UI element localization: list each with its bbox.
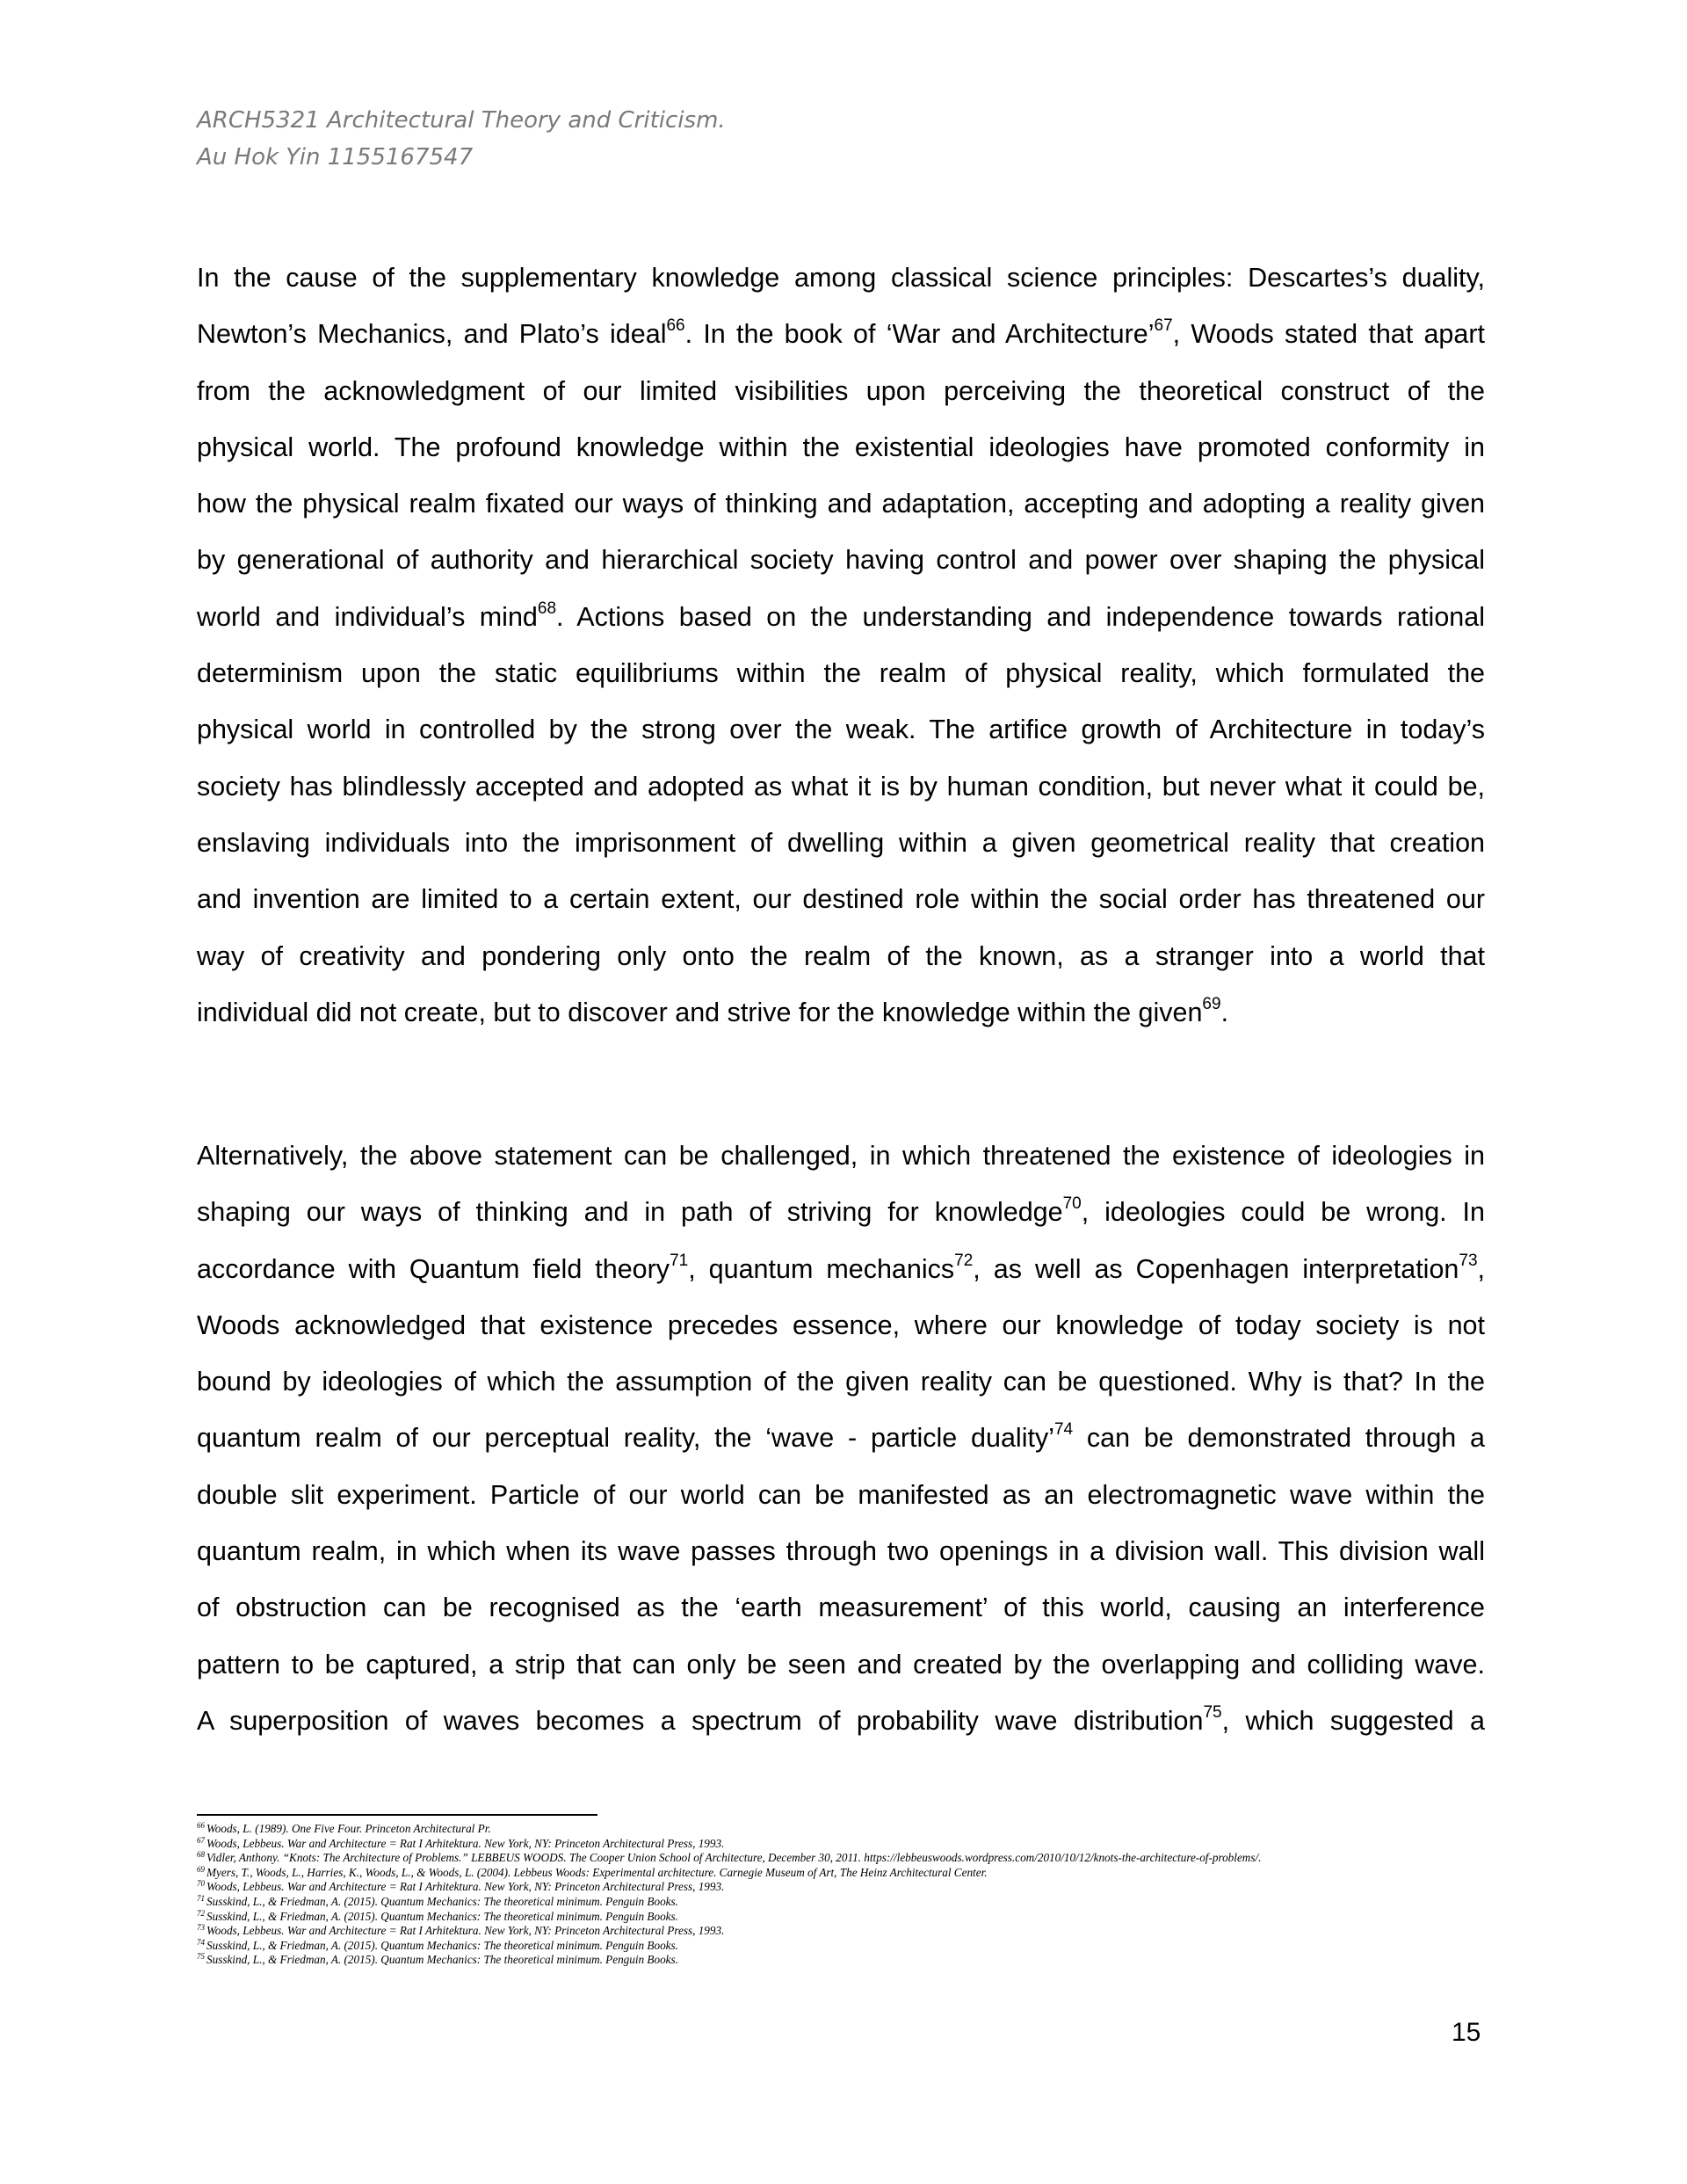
footnote-text: Susskind, L., & Friedman, A. (2015). Quantum Mechanics: The theoretical minimum. Penguin Books. — [206, 1953, 678, 1967]
text-line: from the acknowledgment of our limited visibilities upon perceiving the theoretical construct of the — [197, 375, 1485, 406]
text-line — [197, 1184, 1485, 1240]
text-line: Woods acknowledged that existence precedes essence, where our knowledge of today society is not — [197, 1310, 1485, 1340]
footnote-ref[interactable]: 73 — [1459, 1251, 1478, 1270]
footnote-separator — [197, 1814, 597, 1816]
footnote — [197, 1924, 1485, 1939]
author-line: Au Hok Yin 1155167547 — [197, 144, 474, 171]
text-span: . In the book of ‘War and Architecture’ — [684, 319, 1155, 350]
footnote-ref[interactable]: 70 — [1062, 1194, 1082, 1214]
footnote-number: 67 — [197, 1835, 205, 1845]
text-line: pattern to be captured, a strip that can only be seen and created by the overlapping and colliding wave. — [197, 1649, 1485, 1680]
text-line: society has blindlessly accepted and adopted as what it is by human condition, but never what it could be, — [197, 771, 1485, 802]
footnote-ref[interactable]: 75 — [1203, 1702, 1222, 1722]
text-line: Alternatively, the above statement can be challenged, in which threatened the existence of ideologies in — [197, 1141, 1485, 1171]
text-span: . Actions based on the understanding and independence towards rational — [556, 601, 1485, 632]
page-header — [197, 102, 988, 176]
text-line-last — [197, 984, 1485, 1041]
footnote — [197, 1910, 1485, 1925]
footnotes — [197, 1822, 1485, 1968]
text-line — [197, 1410, 1485, 1466]
text-line: physical world in controlled by the strong over the weak. The artifice growth of Architecture in today’s — [197, 715, 1485, 745]
text-line — [197, 306, 1485, 362]
text-line: way of creativity and pondering only onto the realm of the known, as a stranger into a world that — [197, 940, 1485, 971]
text-span: quantum realm of our perceptual reality, the ‘wave - particle duality’ — [197, 1423, 1054, 1454]
text-span: accordance with Quantum field theory — [197, 1253, 670, 1284]
text-line: of obstruction can be recognised as the ‘earth measurement’ of this world, causing an interference — [197, 1593, 1485, 1623]
footnote — [197, 1837, 1485, 1852]
footnote-text: Myers, T., Woods, L., Harries, K., Woods, L., & Woods, L. (2004). Lebbeus Woods: Experimental architecture. Carnegie Museum of Art, The Heinz Architectural Center. — [206, 1865, 988, 1879]
footnote-ref[interactable]: 66 — [666, 316, 685, 336]
paragraph-1 — [197, 250, 1485, 1041]
footnote-number: 71 — [197, 1893, 205, 1903]
text-span: , Woods stated that apart — [1172, 319, 1485, 350]
footnote-number: 68 — [197, 1850, 205, 1860]
footnote-number: 72 — [197, 1908, 205, 1918]
text-span: can be demonstrated through a — [1073, 1423, 1485, 1454]
footnote — [197, 1939, 1485, 1954]
text-line: enslaving individuals into the imprisonment of dwelling within a given geometrical reality that creation — [197, 827, 1485, 858]
text-span: . — [1220, 997, 1229, 1027]
text-span: , quantum mechanics — [688, 1253, 955, 1284]
text-span: individual did not create, but to discover and strive for the knowledge within the given — [197, 997, 1203, 1027]
footnote-text: Woods, Lebbeus. War and Architecture = Rat I Arhitektura. New York, NY: Princeton Architectural Press, 1993. — [206, 1880, 725, 1894]
footnote — [197, 1953, 1485, 1968]
footnote-ref[interactable]: 74 — [1053, 1420, 1074, 1440]
footnote-text: Woods, L. (1989). One Five Four. Princeton Architectural Pr. — [206, 1822, 491, 1835]
text-line — [197, 1241, 1485, 1297]
footnote-text: Susskind, L., & Friedman, A. (2015). Quantum Mechanics: The theoretical minimum. Penguin Books. — [206, 1909, 678, 1923]
footnote-number: 74 — [197, 1937, 205, 1947]
footnote-ref[interactable]: 67 — [1154, 316, 1173, 336]
footnote-text: Susskind, L., & Friedman, A. (2015). Quantum Mechanics: The theoretical minimum. Penguin Books. — [206, 1894, 678, 1908]
text-line: physical world. The profound knowledge within the existential ideologies have promoted conformity in — [197, 432, 1485, 462]
footnote-ref[interactable]: 71 — [670, 1251, 689, 1270]
footnote-number: 75 — [197, 1952, 205, 1962]
footnote-ref[interactable]: 69 — [1202, 994, 1221, 1013]
text-line: and invention are limited to a certain extent, our destined role within the social order has threatened our — [197, 884, 1485, 915]
footnote-text: Woods, Lebbeus. War and Architecture = Rat I Arhitektura. New York, NY: Princeton Architectural Press, 1993. — [206, 1836, 725, 1850]
footnote-number: 73 — [197, 1923, 205, 1933]
text-line — [197, 1693, 1485, 1749]
footnote — [197, 1822, 1485, 1837]
text-span: Newton’s Mechanics, and Plato’s ideal — [197, 319, 667, 350]
text-line: how the physical realm fixated our ways of thinking and adaptation, accepting and adopting a reality given — [197, 489, 1485, 519]
footnote — [197, 1895, 1485, 1910]
footnote-ref[interactable]: 68 — [537, 599, 557, 618]
paragraph-2 — [197, 1128, 1485, 1749]
text-span: , which suggested a — [1221, 1705, 1485, 1736]
text-span: A superposition of waves becomes a spectrum of probability wave distribution — [197, 1705, 1204, 1736]
footnote-number: 66 — [197, 1821, 205, 1830]
text-span: , ideologies could be wrong. In — [1081, 1197, 1485, 1228]
text-span: shaping our ways of thinking and in path of striving for knowledge — [197, 1197, 1063, 1228]
footnote-number: 69 — [197, 1864, 205, 1874]
footnote-text: Woods, Lebbeus. War and Architecture = Rat I Arhitektura. New York, NY: Princeton Architectural Press, 1993. — [206, 1924, 725, 1938]
footnote — [197, 1851, 1485, 1866]
text-line: quantum realm, in which when its wave passes through two openings in a division wall. This division wall — [197, 1536, 1485, 1567]
page-number: 15 — [1452, 2018, 1481, 2047]
footnote — [197, 1866, 1485, 1881]
text-line: In the cause of the supplementary knowledge among classical science principles: Descartes’s duality, — [197, 263, 1485, 293]
footnote — [197, 1880, 1485, 1895]
text-span: , — [1477, 1253, 1486, 1284]
footnote-text[interactable]: Vidler, Anthony. “Knots: The Architecture of Problems.” LEBBEUS WOODS. The Cooper Union School of Architecture, December 30, 2011. https://lebbeuswoods.wordpress.com/2010/10/12/knots-the-architecture-of-problems/. — [206, 1851, 1262, 1865]
text-line: determinism upon the static equilibriums within the realm of physical reality, which formulated the — [197, 658, 1485, 689]
footnote-number: 70 — [197, 1879, 205, 1889]
footnote-text: Susskind, L., & Friedman, A. (2015). Quantum Mechanics: The theoretical minimum. Penguin Books. — [206, 1938, 678, 1952]
text-line: by generational of authority and hierarchical society having control and power over shaping the physical — [197, 545, 1485, 576]
text-span: world and individual’s mind — [197, 601, 538, 632]
text-line: bound by ideologies of which the assumption of the given reality can be questioned. Why is that? In the — [197, 1367, 1485, 1397]
text-line — [197, 589, 1485, 645]
text-line: double slit experiment. Particle of our world can be manifested as an electromagnetic wave within the — [197, 1479, 1485, 1510]
course-title: ARCH5321 Architectural Theory and Criticism. — [197, 107, 726, 134]
text-span: , as well as Copenhagen interpretation — [973, 1253, 1459, 1284]
footnote-ref[interactable]: 72 — [954, 1251, 974, 1270]
